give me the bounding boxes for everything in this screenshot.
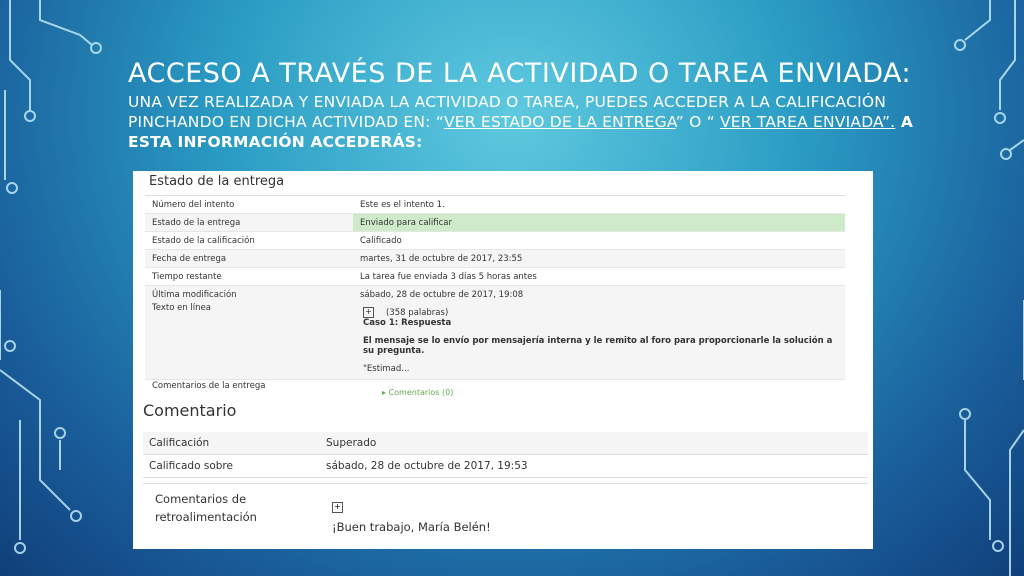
answer-body: El mensaje se lo envío por mensajería interna y le remito al foro para proporcionarle la solución a su pregunta.: [363, 336, 833, 356]
row-label: Fecha de entrega: [145, 250, 353, 268]
table-row: [145, 214, 845, 232]
estado-heading: Estado de la entrega: [145, 171, 845, 196]
row-value: La tarea fue enviada 3 días 5 horas antes: [353, 268, 845, 286]
row-label: Texto en línea: [152, 303, 211, 313]
row-label: Estado de la calificación: [145, 232, 353, 250]
row-label: Número del intento: [145, 196, 353, 214]
comentario-section: [143, 432, 868, 478]
row-value: sábado, 28 de octubre de 2017, 19:08: [353, 286, 845, 304]
estado-table: [145, 196, 845, 304]
feedback-row: [143, 483, 868, 549]
table-row: [145, 232, 845, 250]
row-value: martes, 31 de octubre de 2017, 23:55: [353, 250, 845, 268]
status-badge: Enviado para calificar: [353, 214, 845, 232]
row-value: sábado, 28 de octubre de 2017, 19:53: [320, 455, 868, 478]
feedback-text: ¡Buen trabajo, María Belén!: [332, 520, 491, 534]
subheading-text-3: A ESTA INFORMACIÓN ACCEDERÁS:: [128, 113, 914, 151]
row-label: Comentarios de la entrega: [152, 381, 266, 391]
slide-title: [128, 58, 948, 152]
link-ver-estado[interactable]: VER ESTADO DE LA ENTREGA: [443, 113, 676, 131]
row-value: Este es el intento 1.: [353, 196, 845, 214]
expand-icon[interactable]: +: [332, 502, 343, 513]
row-value: Calificado: [353, 232, 845, 250]
slide-subheading: [128, 92, 948, 152]
comments-row: [145, 380, 845, 400]
expand-icon[interactable]: +: [363, 307, 374, 318]
estado-section: [145, 171, 845, 304]
row-label: Calificación: [143, 432, 320, 455]
comentario-table: [143, 432, 868, 478]
comments-link[interactable]: [382, 388, 453, 397]
table-row: [145, 250, 845, 268]
subheading-text-1: UNA VEZ REALIZADA Y ENVIADA LA ACTIVIDAD O TAREA, PUEDES ACCEDER A LA CALIFICACIÓN PINCHANDO EN DICHA ACTIVIDAD EN: “: [128, 93, 887, 131]
row-label: Última modificación: [145, 286, 353, 304]
triangle-right-icon: ▸: [382, 388, 389, 397]
subheading-text-2: ” O “: [675, 113, 720, 131]
slide-heading: ACCESO A TRAVÉS DE LA ACTIVIDAD O TAREA ENVIADA:: [128, 58, 912, 89]
online-text-content: [363, 307, 841, 374]
word-count: (358 palabras): [386, 308, 449, 318]
row-label: Tiempo restante: [145, 268, 353, 286]
comments-link-label: Comentarios (0): [388, 388, 454, 397]
online-text-row: [145, 299, 845, 380]
feedback-label: Comentarios de retroalimentación: [155, 492, 257, 524]
row-value: Superado: [320, 432, 868, 455]
table-row: [143, 455, 868, 478]
moodle-screenshot: [133, 171, 873, 549]
link-ver-tarea[interactable]: VER TAREA ENVIADA”.: [719, 113, 896, 131]
case-title: Caso 1: Respuesta: [363, 318, 452, 328]
comentario-heading: Comentario: [143, 401, 237, 420]
table-row: [145, 196, 845, 214]
row-label: Calificado sobre: [143, 455, 320, 478]
table-row: [143, 432, 868, 455]
answer-excerpt: "Estimad...: [363, 364, 410, 374]
table-row: [145, 268, 845, 286]
row-label: Estado de la entrega: [145, 214, 353, 232]
